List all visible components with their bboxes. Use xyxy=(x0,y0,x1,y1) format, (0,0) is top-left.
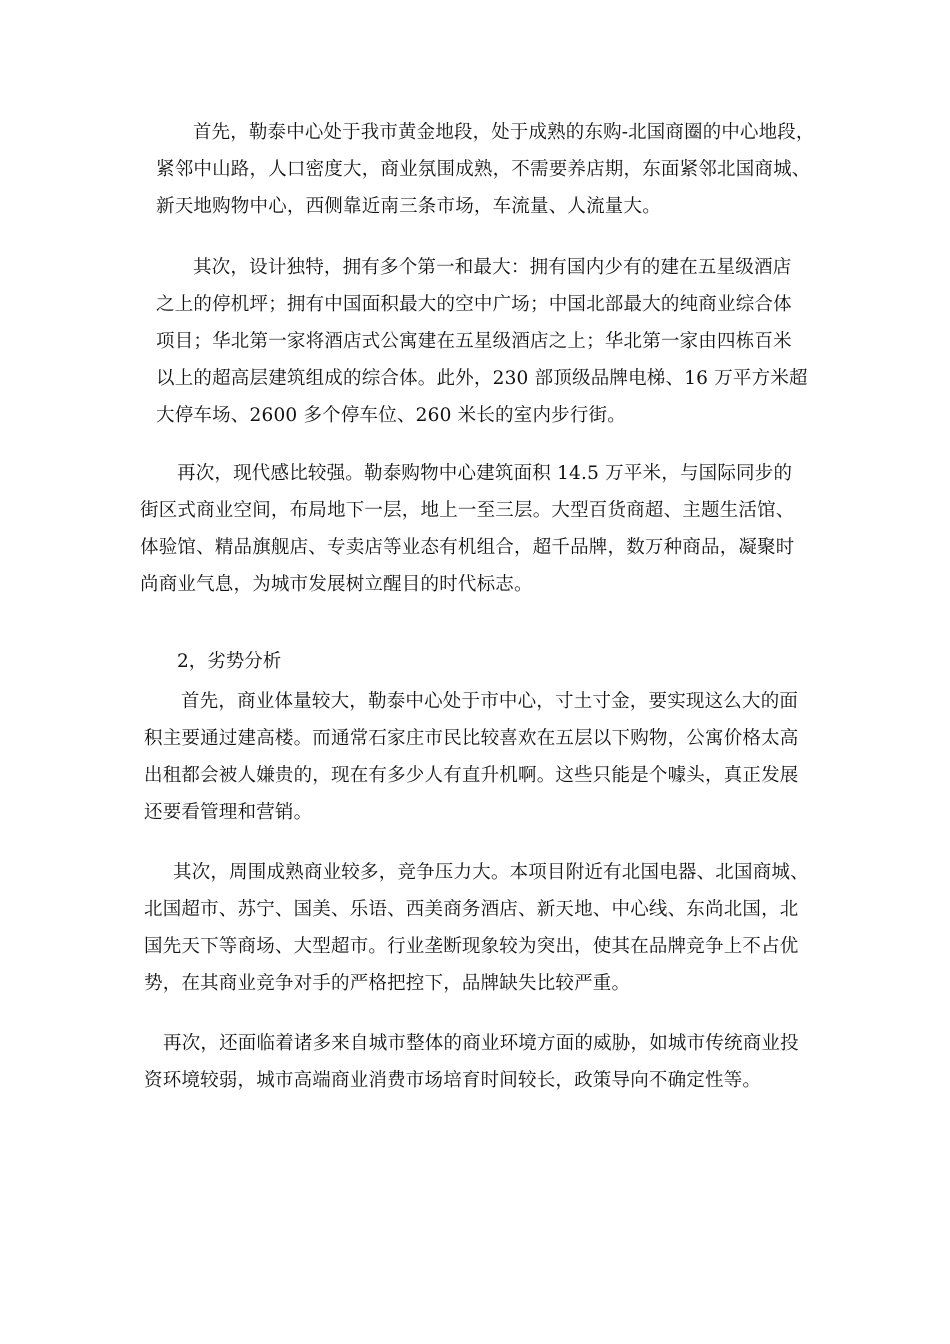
text-line: 国先天下等商场、大型超市。行业垄断现象较为突出，使其在品牌竞争上不占优 xyxy=(144,936,799,957)
text-line: 项目；华北第一家将酒店式公寓建在五星级酒店之上；华北第一家由四栋百米 xyxy=(156,331,792,352)
text-line: 以上的超高层建筑组成的综合体。此外，230 部顶级品牌电梯、16 万平方米超 xyxy=(156,368,808,389)
text-line: 势，在其商业竞争对手的严格把控下，品牌缺失比较严重。 xyxy=(144,973,631,994)
text-line: 紧邻中山路，人口密度大，商业氛围成熟，不需要养店期，东面紧邻北国商城、 xyxy=(156,159,811,180)
text-line: 首先，勒泰中心处于我市黄金地段，处于成熟的东购-北国商圈的中心地段， xyxy=(193,122,815,143)
text-line: 大停车场、2600 多个停车位、260 米长的室内步行街。 xyxy=(156,405,626,426)
text-line: 新天地购物中心，西侧靠近南三条市场，车流量、人流量大。 xyxy=(156,196,661,217)
text-line: 再次，还面临着诸多来自城市整体的商业环境方面的威胁，如城市传统商业投 xyxy=(163,1033,799,1054)
text-line: 其次，周围成熟商业较多，竞争压力大。本项目附近有北国电器、北国商城、 xyxy=(173,862,809,883)
text-line: 首先，商业体量较大，勒泰中心处于市中心，寸土寸金，要实现这么大的面 xyxy=(181,691,799,712)
text-line: 其次，设计独特，拥有多个第一和最大：拥有国内少有的建在五星级酒店 xyxy=(193,257,792,278)
text-line: 尚商业气息，为城市发展树立醒目的时代标志。 xyxy=(140,574,533,595)
text-line: 积主要通过建高楼。而通常石家庄市民比较喜欢在五层以下购物，公寓价格太高 xyxy=(144,728,799,749)
text-line: 出租都会被人嫌贵的，现在有多少人有直升机啊。这些只能是个噱头，真正发展 xyxy=(144,765,799,786)
section-heading: 2，劣势分析 xyxy=(177,651,282,672)
text-line: 体验馆、精品旗舰店、专卖店等业态有机组合，超千品牌，数万种商品，凝聚时 xyxy=(140,537,795,558)
text-line: 资环境较弱，城市高端商业消费市场培育时间较长，政策导向不确定性等。 xyxy=(144,1070,762,1091)
text-line: 还要看管理和营销。 xyxy=(144,802,313,823)
text-line: 街区式商业空间，布局地下一层，地上一至三层。大型百货商超、主题生活馆、 xyxy=(140,500,795,521)
text-line: 之上的停机坪；拥有中国面积最大的空中广场；中国北部最大的纯商业综合体 xyxy=(156,294,792,315)
text-line: 再次，现代感比较强。勒泰购物中心建筑面积 14.5 万平米，与国际同步的 xyxy=(177,463,793,484)
text-line: 北国超市、苏宁、国美、乐语、西美商务酒店、新天地、中心线、东尚北国，北 xyxy=(144,899,799,920)
